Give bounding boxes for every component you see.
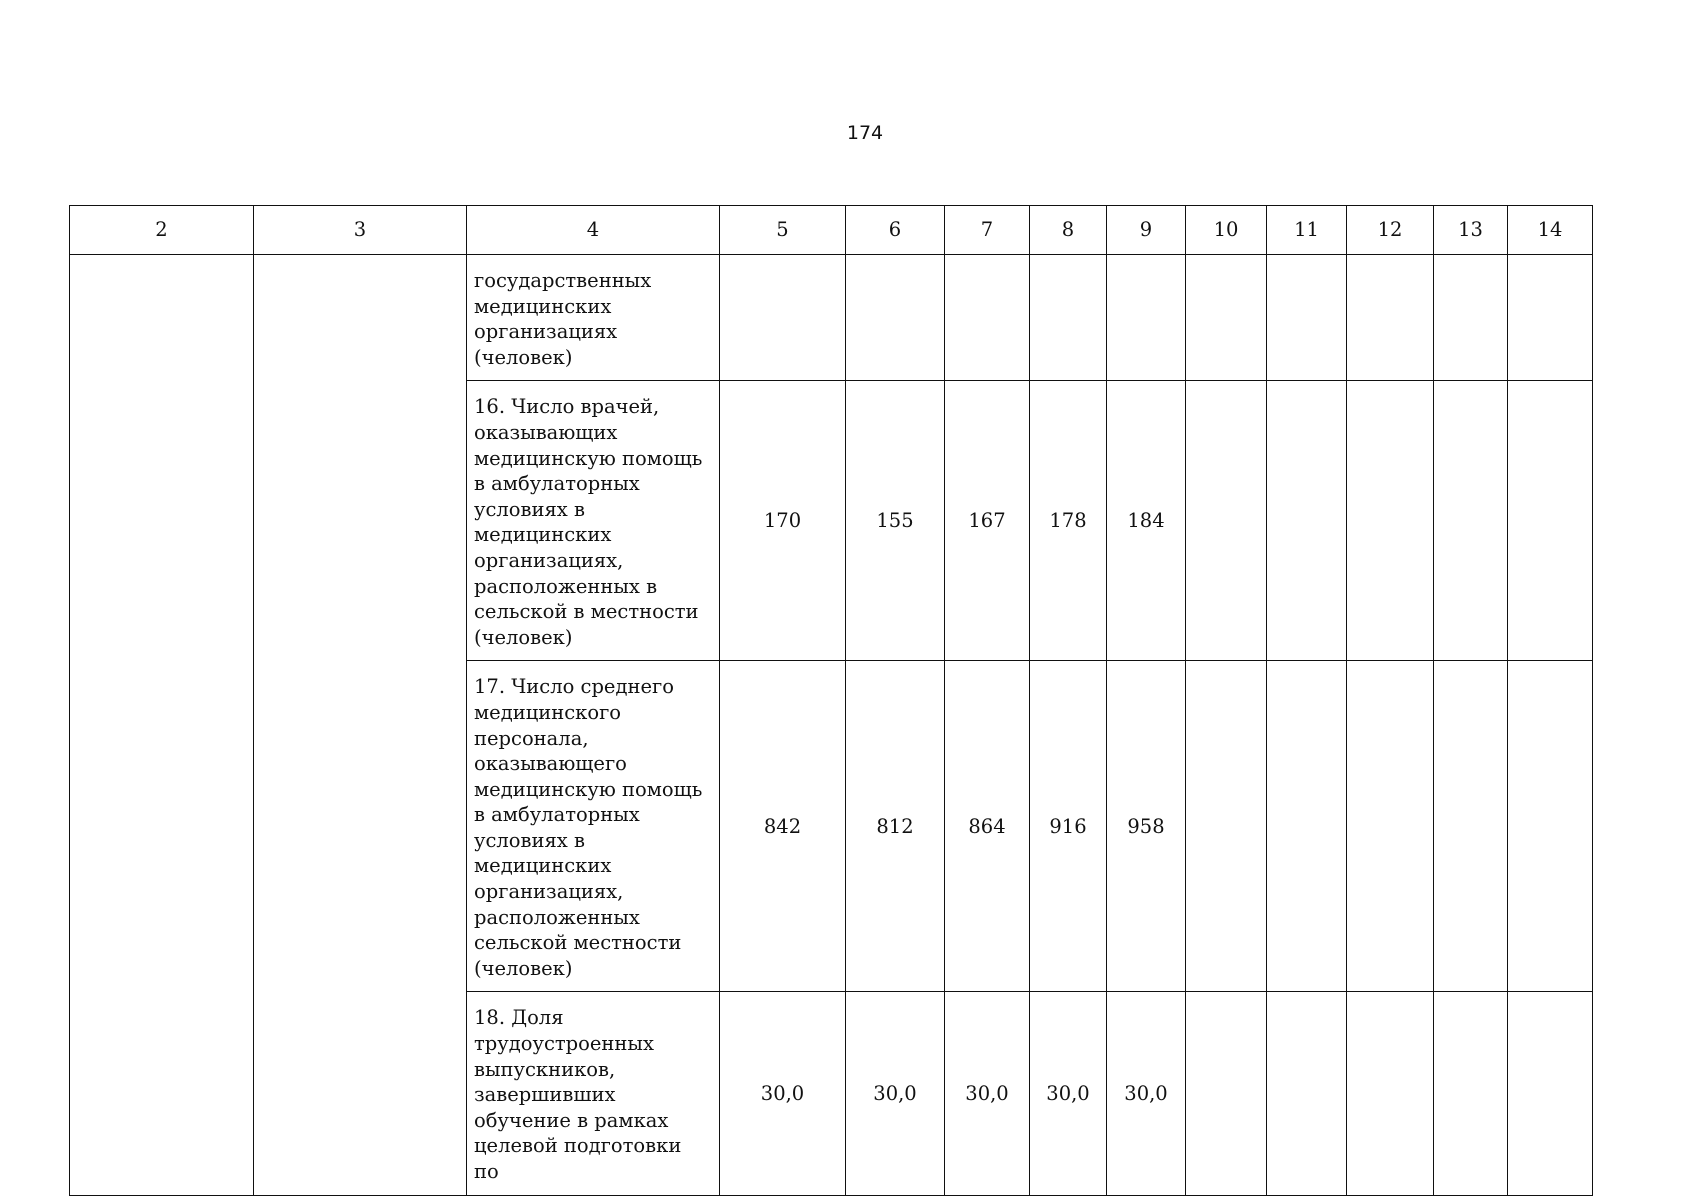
column-header: 12 (1347, 206, 1434, 255)
value-cell (1347, 992, 1434, 1195)
value-cell (1434, 255, 1508, 381)
value-cell (1267, 661, 1347, 992)
value-cell (1347, 661, 1434, 992)
value-cell: 916 (1030, 661, 1107, 992)
value-cell: 958 (1107, 661, 1186, 992)
value-cell: 30,0 (945, 992, 1030, 1195)
value-cell (846, 255, 945, 381)
page-number: 174 (846, 122, 884, 144)
value-cell: 812 (846, 661, 945, 992)
value-cell (1508, 661, 1593, 992)
value-cell: 184 (1107, 381, 1186, 661)
indicator-cell: 16. Число врачей, оказывающих медицинскую помощь в амбулаторных условиях в медицинских организациях, расположенных в сельской в местности (человек) (467, 381, 720, 661)
value-cell (1508, 992, 1593, 1195)
column-2-cell (70, 255, 254, 1196)
column-header: 4 (467, 206, 720, 255)
value-cell (1030, 255, 1107, 381)
column-header: 14 (1508, 206, 1593, 255)
column-header: 8 (1030, 206, 1107, 255)
value-cell (1267, 381, 1347, 661)
column-3-cell (254, 255, 467, 1196)
value-cell (1434, 992, 1508, 1195)
column-header: 6 (846, 206, 945, 255)
value-cell (1508, 255, 1593, 381)
value-cell (1434, 661, 1508, 992)
value-cell (1186, 661, 1267, 992)
column-header: 11 (1267, 206, 1347, 255)
column-header: 2 (70, 206, 254, 255)
column-header: 3 (254, 206, 467, 255)
column-number-row (70, 206, 1593, 255)
value-cell: 170 (720, 381, 846, 661)
value-cell: 842 (720, 661, 846, 992)
value-cell (1186, 255, 1267, 381)
indicator-cell: 18. Доля трудоустроенных выпускников, завершивших обучение в рамках целевой подготовки по (467, 992, 720, 1195)
value-cell: 178 (1030, 381, 1107, 661)
value-cell (1186, 381, 1267, 661)
column-header: 10 (1186, 206, 1267, 255)
value-cell: 864 (945, 661, 1030, 992)
table-row (70, 255, 1593, 381)
value-cell: 155 (846, 381, 945, 661)
value-cell (1107, 255, 1186, 381)
column-header: 13 (1434, 206, 1508, 255)
value-cell (945, 255, 1030, 381)
value-cell (1347, 255, 1434, 381)
column-header: 7 (945, 206, 1030, 255)
value-cell (1267, 255, 1347, 381)
indicator-cell: государственных медицинских организациях (человек) (467, 255, 720, 381)
value-cell (1508, 381, 1593, 661)
indicators-table (69, 205, 1593, 1196)
value-cell (720, 255, 846, 381)
value-cell: 30,0 (846, 992, 945, 1195)
value-cell: 30,0 (720, 992, 846, 1195)
value-cell (1434, 381, 1508, 661)
value-cell: 30,0 (1030, 992, 1107, 1195)
value-cell: 30,0 (1107, 992, 1186, 1195)
value-cell (1347, 381, 1434, 661)
column-header: 5 (720, 206, 846, 255)
value-cell (1267, 992, 1347, 1195)
value-cell: 167 (945, 381, 1030, 661)
column-header: 9 (1107, 206, 1186, 255)
value-cell (1186, 992, 1267, 1195)
indicator-cell: 17. Число среднего медицинского персонала, оказывающего медицинскую помощь в амбулаторных условиях в медицинских организациях, расположенных сельской местности (человек) (467, 661, 720, 992)
